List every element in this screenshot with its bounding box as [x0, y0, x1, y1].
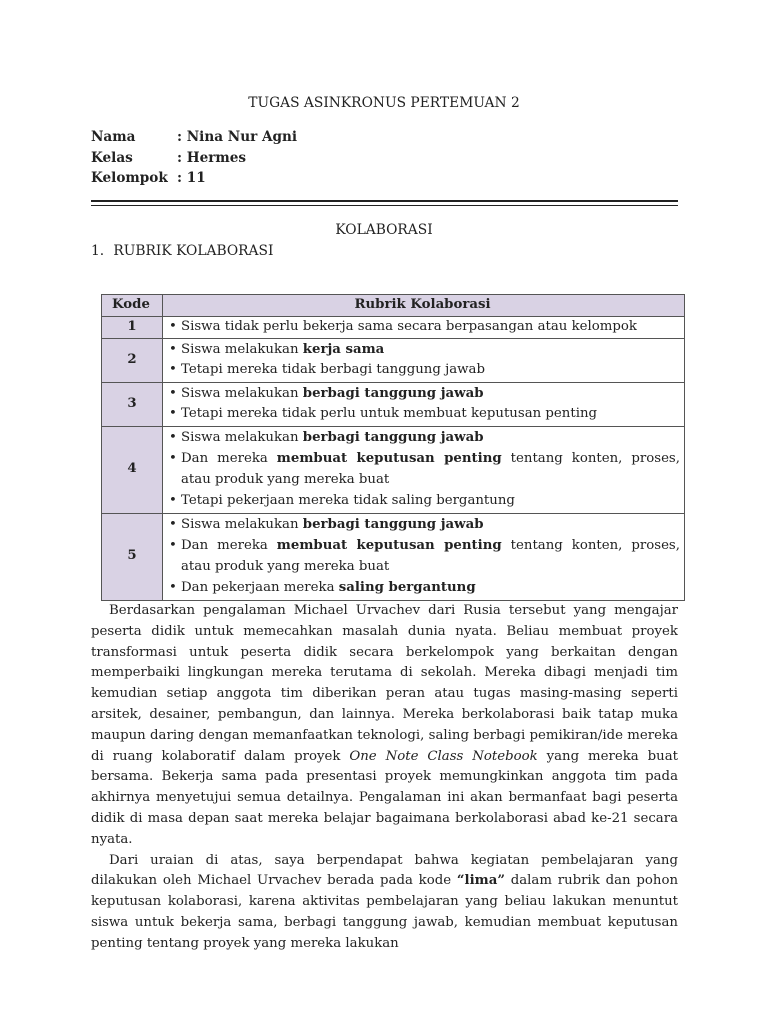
item-emphasis: kerja sama	[302, 341, 385, 357]
rubric-item-text	[181, 578, 680, 599]
rubric-description-cell	[163, 338, 685, 382]
table-row	[102, 426, 685, 513]
rubric-description-cell	[163, 317, 685, 339]
code-emphasis: “lima”	[456, 873, 505, 889]
item-emphasis: membuat keputusan penting	[276, 538, 502, 553]
rubric-description-cell	[163, 513, 685, 600]
list-item	[169, 360, 680, 381]
paragraph-text: dalam rubrik dan pohon keputusan kolaborasi, karena aktivitas pembelajaran yang beliau lakukan menuntut siswa untuk bekerja sama, berbagi tanggung jawab, kemudian membuat keputusan penting tentang proyek yang mereka lakukan	[91, 873, 679, 951]
info-row-name	[91, 127, 297, 148]
item-text: Siswa melakukan	[181, 385, 303, 401]
rubric-code-cell: 2	[102, 338, 163, 382]
item-text: Siswa melakukan	[181, 430, 303, 446]
info-value: : Hermes	[177, 149, 247, 166]
body-text	[91, 601, 678, 955]
bullet-icon: •	[169, 385, 177, 401]
rubric-code-cell: 4	[102, 426, 163, 513]
info-value: : 11	[177, 170, 206, 186]
item-text: Tetapi mereka tidak perlu untuk membuat keputusan penting	[181, 406, 598, 422]
bullet-icon: •	[169, 341, 177, 357]
info-value: : Nina Nur Agni	[177, 129, 298, 145]
item-text-continued: tentang konten, proses, atau produk yang mereka buat	[181, 451, 680, 487]
subsection-heading	[91, 241, 273, 262]
list-item	[169, 491, 680, 512]
bullet-icon: •	[169, 538, 177, 553]
paragraph-text: Berdasarkan pengalaman Michael Urvachev dari Rusia tersebut yang mengajar peserta didik untuk memecahkan masalah dunia nyata. Beliau membuat proyek transformasi untuk peserta didik secara berkelompok yang berkaitan dengan memperbaiki lingkungan mereka terutama di sekolah. Mereka dibagi menjadi tim kemudian setiap anggota tim diberikan peran atau tugas masing-masing seperti arsitek, desainer, pembangun, dan lainnya. Mereka berkolaborasi baik tatap muka maupun daring dengan memanfaatkan teknologi, saling berbagi pemikiran/ide mereka di ruang kolaboratif dalam proyek	[91, 603, 678, 764]
section-title: KOLABORASI	[335, 222, 433, 238]
bullet-icon: •	[169, 451, 177, 466]
list-item	[169, 428, 680, 449]
paragraph-1	[91, 601, 678, 851]
item-emphasis: berbagi tanggung jawab	[302, 517, 484, 533]
rubric-item-text	[181, 317, 680, 338]
rubric-item-text	[181, 515, 680, 536]
item-emphasis: saling bergantung	[338, 579, 476, 595]
info-label: Kelompok	[91, 170, 168, 186]
item-text-continued: tentang konten, proses, atau produk yang mereka buat	[181, 538, 680, 574]
header-rubric: Rubrik Kolaborasi	[163, 295, 685, 317]
item-text: Siswa tidak perlu bekerja sama secara berpasangan atau kelompok	[181, 319, 637, 334]
item-text: Siswa melakukan	[181, 341, 303, 357]
rubric-item-text	[181, 491, 680, 512]
list-item	[169, 578, 680, 599]
rubric-description-cell	[163, 382, 685, 426]
rubric-code-cell: 3	[102, 382, 163, 426]
rubric-item-text	[181, 384, 680, 405]
paragraph-2	[91, 851, 678, 955]
paragraph-text: Dari uraian di atas, saya berpendapat bahwa kegiatan pembelajaran yang dilakukan oleh Michael Urvachev berada pada kode	[91, 852, 678, 889]
bullet-icon: •	[169, 492, 177, 508]
bullet-icon: •	[169, 579, 177, 595]
student-info	[91, 127, 297, 189]
divider-thin	[91, 205, 678, 206]
item-text: Siswa melakukan	[181, 517, 303, 533]
rubric-item-text	[181, 404, 680, 425]
list-item	[169, 515, 680, 536]
rubric-item-text	[181, 536, 680, 578]
item-emphasis: berbagi tanggung jawab	[302, 385, 484, 401]
list-item	[169, 536, 680, 578]
subsection-title: RUBRIK KOLABORASI	[113, 243, 274, 259]
paragraph-text: yang mereka buat bersama. Bekerja sama pada presentasi proyek memungkinkan anggota tim pada akhirnya menyetujui semua detailnya. Pengalaman ini akan bermanfaat bagi peserta didik di masa depan saat mereka belajar bagaimana berkolaborasi abad ke-21 secara nyata.	[91, 748, 678, 847]
bullet-icon: •	[169, 430, 177, 446]
list-item	[169, 340, 680, 361]
project-name: One Note Class Notebook	[349, 748, 538, 764]
item-emphasis: berbagi tanggung jawab	[302, 430, 484, 446]
page-title: TUGAS ASINKRONUS PERTEMUAN 2	[248, 95, 520, 111]
info-label: Kelas	[91, 149, 133, 166]
item-emphasis: membuat keputusan penting	[276, 451, 502, 466]
table-row	[102, 338, 685, 382]
list-item	[169, 449, 680, 491]
table-header-row	[102, 295, 685, 317]
list-item	[169, 317, 680, 338]
rubric-item-text	[181, 360, 680, 381]
info-label: Nama	[91, 129, 136, 145]
divider-thick	[91, 200, 678, 202]
list-item	[169, 404, 680, 425]
bullet-icon: •	[169, 319, 177, 334]
info-row-class	[91, 148, 297, 169]
bullet-icon: •	[169, 362, 177, 378]
item-text: Dan mereka	[181, 451, 277, 466]
item-text: Dan pekerjaan mereka	[181, 579, 339, 595]
rubric-description-cell	[163, 426, 685, 513]
bullet-icon: •	[169, 406, 177, 422]
subsection-number: 1.	[91, 243, 105, 259]
list-item	[169, 384, 680, 405]
rubric-code-cell: 5	[102, 513, 163, 600]
header-code: Kode	[102, 295, 163, 317]
rubric-code-cell: 1	[102, 317, 163, 339]
bullet-icon: •	[169, 517, 177, 533]
rubric-table	[101, 294, 685, 601]
rubric-item-text	[181, 449, 680, 491]
item-text: Tetapi mereka tidak berbagi tanggung jawab	[181, 362, 485, 378]
rubric-item-text	[181, 428, 680, 449]
info-row-group	[91, 168, 297, 189]
item-text: Dan mereka	[181, 538, 277, 553]
table-row	[102, 382, 685, 426]
table-row	[102, 513, 685, 600]
rubric-item-text	[181, 340, 680, 361]
item-text: Tetapi pekerjaan mereka tidak saling bergantung	[181, 492, 515, 508]
table-row	[102, 317, 685, 339]
